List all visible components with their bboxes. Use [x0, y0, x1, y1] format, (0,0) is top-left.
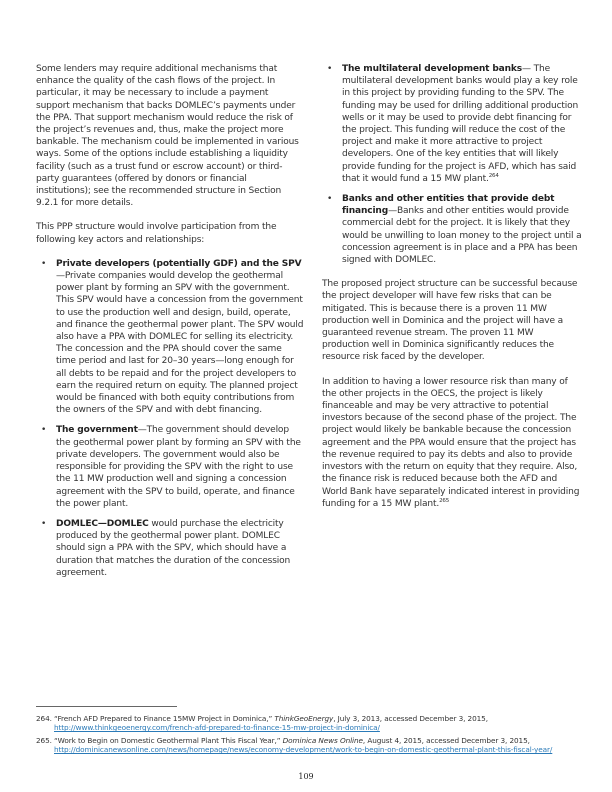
page-number: 109 — [298, 772, 314, 781]
bullet-icon: • — [41, 258, 47, 269]
paragraph-financeability: In addition to having a lower resource risk than many of the other projects in the OECS, the project is likely financeable and may be very attractive to potential investors because of the second phase of the project. The project would likely be bankable because the concession agreement and the PPA would ensure that the project has the revenue required to pay its debts and also to provide investors with the return on equity that they require. Also, the finance risk is reduced because both the AFD and World Bank have separately indicated interest in providing funding for a 15 MW plant.$^{265}$ — [322, 376, 580, 509]
actors-list-continued — [322, 63, 582, 266]
bullet-icon: • — [327, 194, 333, 205]
footnote-264: 264. “French AFD Prepared to Finance 15MW Project in Dominica,” ThinkGeoEnergy, July 3, 2013, accessed December 3, 2015, http://www.thinkgeoenergy.com/french-afd-prepared-to-finance-15-mw-project-in-dominica/ — [36, 714, 488, 733]
footnote-link[interactable]: http://dominicanewsonline.com/news/homepage/news/economy-development/work-to-begin-on-domestic-geothermal-plant-this-fiscal-year/ — [54, 745, 553, 755]
footnote-265: 265. “Work to Begin on Domestic Geothermal Plant This Fiscal Year,” Dominica News Online, August 4, 2015, accessed December 3, 2015, http://dominicanewsonline.com/news/homepage/news/economy-development/work-to-begin-on-domestic-geothermal-plant-this-fiscal-year/ — [36, 735, 553, 755]
list-item-banks: • Banks and other entities that provide debt financing—Banks and other entities would provide commercial debt for the project. It is likely that they would be unwilling to loan money to the project until a concession agreement is in place and a PPA has been signed with DOMLEC. — [327, 194, 582, 266]
left-column — [36, 63, 304, 591]
list-item-mdbs: • The multilateral development banks— The multilateral development banks would play a key role in this project by providing funding to the SPV. The funding may be used for drilling additional production wells or it may be used to provide debt financing for the project. This funding will reduce the cost of the project and make it more attractive to project developers. One of the key entities that will likely provide funding for the project is AFD, which has said that it would fund a 15 MW plant.$^{264}$ — [327, 64, 579, 184]
actors-list — [36, 258, 304, 579]
footnote-ref[interactable]: 264 — [488, 172, 499, 179]
bullet-icon: • — [41, 518, 47, 529]
footnote-ref[interactable]: 265 — [439, 497, 450, 504]
right-column — [322, 63, 582, 522]
paragraph-structure-success: The proposed project structure can be successful because the project developer will have few risks that can be mitigated. This is because there is a proven 11 MW production well in Dominica and the project will have a guaranteed revenue stream. The proven 11 MW production well in Dominica significantly reduces the resource risk faced by the developer. — [322, 279, 578, 363]
list-item-domlec: • DOMLEC—DOMLEC would purchase the electricity produced by the geothermal power plant. DOMLEC should sign a PPA with the SPV, which should have a duration that matches the duration of the concession agreement. — [41, 518, 291, 578]
list-item-private-developers: • Private developers (potentially GDF) and the SPV—Private companies would develop the geothermal power plant by forming an SPV with the government. This SPV would have a concession from the government to use the production well and design, build, operate, and finance the geothermal power plant. The SPV would also have a PPA with DOMLEC for selling its electricity. The concession and the PPA should cover the same time period and last for 20–30 years—long enough for all debts to be repaid and for the project developers to earn the required return on equity. The planned project would be financed with both equity contributions from the owners of the SPV and with debt financing. — [41, 258, 304, 416]
footnote-link[interactable]: http://www.thinkgeoenergy.com/french-afd-prepared-to-finance-15-mw-project-in-dominica/ — [54, 723, 380, 733]
paragraph-ppp-intro: This PPP structure would involve participation from the following key actors and relationships: — [36, 222, 277, 245]
footnotes — [36, 714, 584, 758]
list-item-government: • The government—The government should develop the geothermal power plant by forming an SPV with the private developers. The government would also be responsible for providing the SPV with the right to use the 11 MW production well and signing a concession agreement with the SPV to build, operate, and finance the power plant. — [41, 425, 301, 509]
footnote-divider — [36, 706, 177, 707]
bullet-icon: • — [327, 64, 333, 74]
bullet-icon: • — [41, 425, 47, 436]
paragraph-payment-support: Some lenders may require additional mechanisms that enhance the quality of the cash flows of the project. In particular, it may be necessary to include a payment support mechanism that backs DOMLEC’s payments under the PPA. That support mechanism would reduce the risk of the project’s revenues and, thus, make the project more bankable. The mechanism could be implemented in various ways. Some of the options include establishing a liquidity facility (such as a trust fund or escrow account) or third-party guarantees (offered by donors or financial institutions); see the recommended structure in Section 9.2.1 for more details. — [36, 64, 299, 209]
